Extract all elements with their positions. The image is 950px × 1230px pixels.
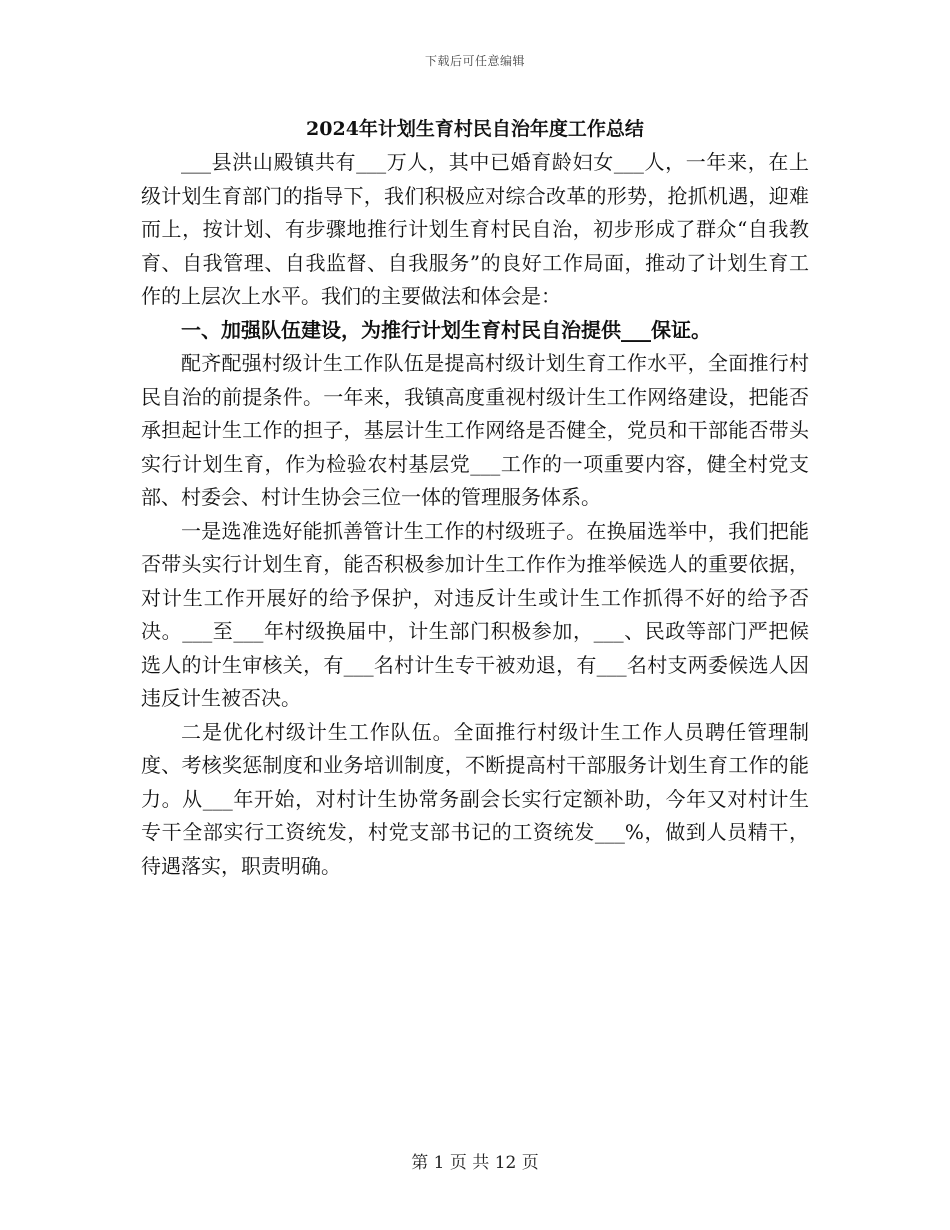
page-footer: 第 1 页 共 12 页 [411,1153,539,1173]
intro-paragraph: ___县洪山殿镇共有___万人，其中已婚育龄妇女___人，一年来，在上级计划生育部门的指导下，我们积极应对综合改革的形势，抢抓机遇，迎难而上，按计划、有步骤地推行计划生育村民自治，初步形成了群众“自我教育、自我管理、自我监督、自我服务”的良好工作局面，推动了计划生育工作的上层次上水平。我们的主要做法和体会是： [141,150,809,308]
document-body [141,112,809,883]
document-title: 2024年计划生育村民自治年度工作总结 [306,118,644,140]
body-paragraph: 配齐配强村级计生工作队伍是提高村级计划生育工作水平，全面推行村民自治的前提条件。一年来，我镇高度重视村级计生工作网络建设，把能否承担起计生工作的担子，基层计生工作网络是否健全，党员和干部能否带头实行计划生育，作为检验农村基层党___工作的一项重要内容，健全村党支部、村委会、村计生协会三位一体的管理服务体系。 [141,351,809,509]
section-heading-1: 一、加强队伍建设，为推行计划生育村民自治提供___保证。 [181,317,711,342]
body-paragraph: 二是优化村级计生工作队伍。全面推行村级计生工作人员聘任管理制度、考核奖惩制度和业务培训制度，不断提高村干部服务计划生育工作的能力。从___年开始，对村计生协常务副会长实行定额补助，今年又对村计生专干全部实行工资统发，村党支部书记的工资统发___%，做到人员精干，待遇落实，职责明确。 [141,719,809,878]
body-paragraph: 一是选准选好能抓善管计生工作的村级班子。在换届选举中，我们把能否带头实行计划生育，能否积极参加计生工作作为推举候选人的重要依据，对计生工作开展好的给予保护，对违反计生或计生工作抓得不好的给予否决。___至___年村级换届中，计生部门积极参加，___、民政等部门严把候选人的计生审核关，有___名村计生专干被劝退，有___名村支两委候选人因违反计生被否决。 [141,518,809,710]
page-header: 下载后可任意编辑 [424,54,525,68]
